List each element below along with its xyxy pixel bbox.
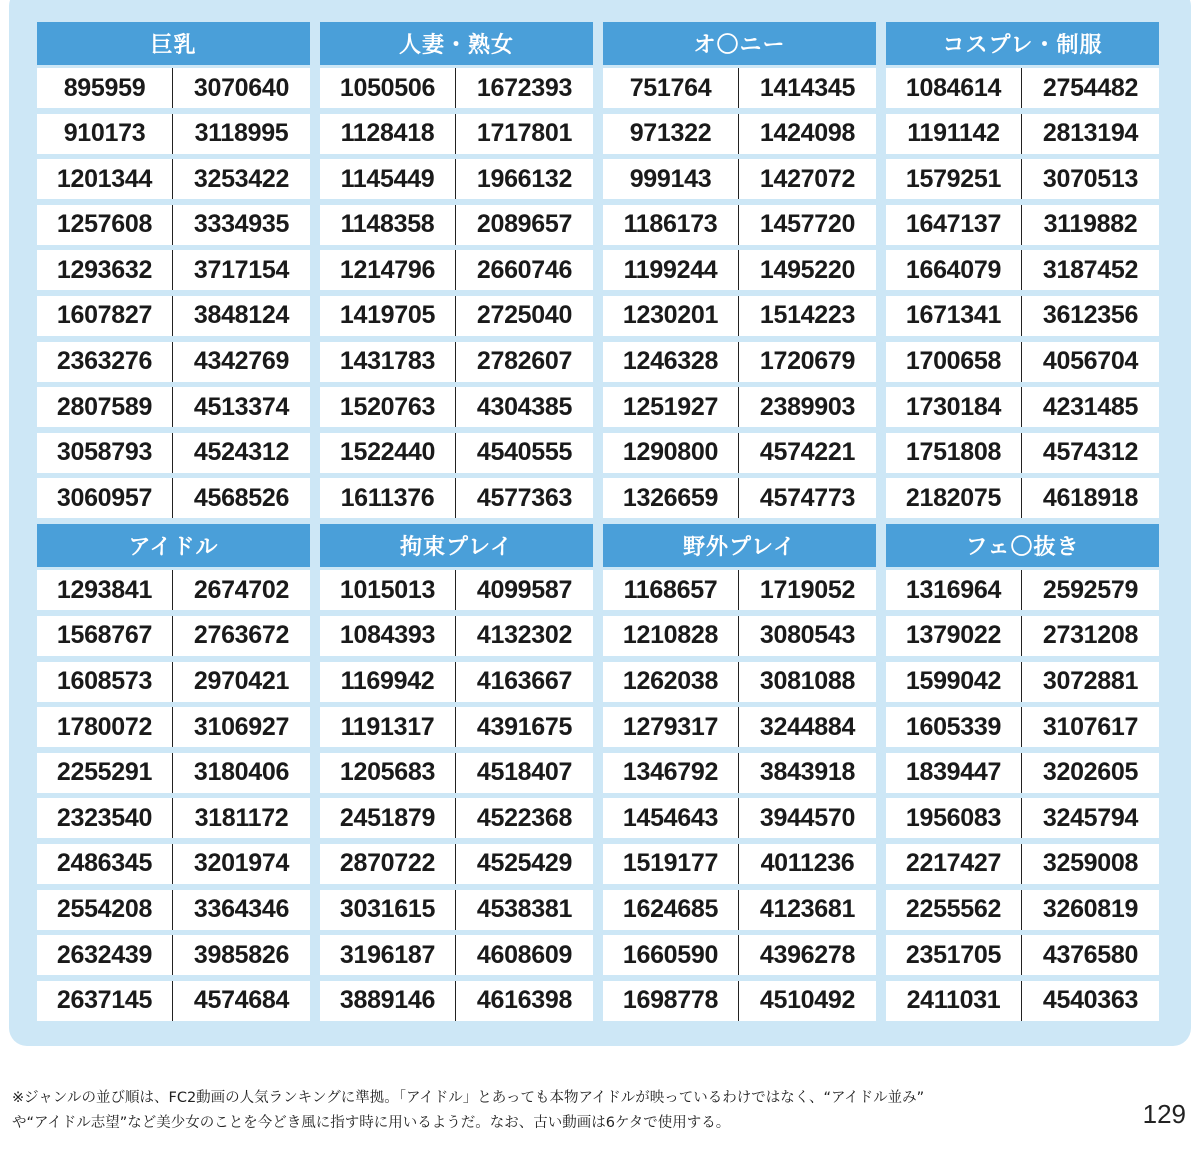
video-id-cell: 2970421	[193, 667, 290, 696]
video-id-cell: 1128418	[320, 114, 456, 154]
video-id-cell: 3717154	[193, 255, 290, 284]
table-row	[37, 342, 310, 382]
video-id-cell: 1214796	[320, 250, 456, 290]
video-id-cell: 4524312	[193, 438, 290, 467]
video-id-cell: 1201344	[37, 159, 173, 199]
video-id-cell: 1205683	[320, 753, 456, 793]
video-id-cell: 1520763	[320, 387, 456, 427]
video-id-cell: 1839447	[886, 753, 1022, 793]
video-id-cell: 1379022	[886, 616, 1022, 656]
genre-block	[886, 524, 1159, 1026]
table-row	[603, 890, 876, 930]
video-id-cell: 4538381	[476, 895, 573, 923]
genre-header: 人妻・熟女	[320, 22, 593, 65]
id-list	[320, 65, 593, 518]
video-id-cell: 3107617	[1042, 712, 1139, 741]
table-row	[37, 844, 310, 884]
video-id-cell: 1672393	[476, 73, 573, 102]
table-row	[603, 844, 876, 884]
video-id-cell: 1186173	[603, 205, 739, 245]
video-id-cell: 1427072	[759, 164, 856, 193]
video-id-cell: 1720679	[759, 347, 856, 376]
footnote-line-2: や“アイドル志望”など美少女のことを今どき風に指す時に用いるようだ。なお、古い動画は6ケタで使用する。	[12, 1115, 731, 1131]
video-id-cell: 971322	[603, 114, 739, 154]
table-row	[886, 250, 1159, 290]
video-id-cell: 4304385	[476, 392, 573, 421]
video-id-cell: 3612356	[1042, 301, 1139, 330]
video-id-cell: 2451879	[320, 798, 456, 838]
table-row	[886, 616, 1159, 656]
video-id-cell: 3031615	[320, 890, 456, 930]
table-row	[320, 662, 593, 702]
genre-block	[37, 22, 310, 518]
genre-header: 野外プレイ	[603, 524, 876, 567]
video-id-cell: 2754482	[1042, 73, 1139, 102]
table-row	[603, 159, 876, 199]
video-id-cell: 4510492	[759, 986, 856, 1015]
genre-header: フェ〇抜き	[886, 524, 1159, 567]
video-id-cell: 4011236	[760, 849, 855, 878]
table-row	[886, 205, 1159, 245]
video-id-cell: 1605339	[886, 707, 1022, 747]
video-id-cell: 2217427	[886, 844, 1022, 884]
id-list	[603, 567, 876, 1020]
video-id-cell: 1607827	[37, 296, 173, 336]
video-id-cell: 2674702	[193, 575, 290, 604]
page-number: 129	[1142, 1099, 1186, 1129]
table-row	[603, 250, 876, 290]
table-row	[603, 114, 876, 154]
video-id-cell: 1956083	[886, 798, 1022, 838]
video-id-cell: 1457720	[759, 210, 856, 239]
table-row	[37, 570, 310, 610]
table-row	[37, 616, 310, 656]
video-id-cell: 4525429	[476, 849, 573, 878]
video-id-cell: 2411031	[886, 981, 1022, 1021]
video-id-cell: 3180406	[193, 758, 290, 787]
video-id-cell: 1148358	[320, 205, 456, 245]
genre-table-grid	[37, 22, 1159, 1026]
footnote-line-1: ※ジャンルの並び順は、FC2動画の人気ランキングに準拠。「アイドル」とあっても本物アイドルが映っているわけではなく、“アイドル並み”	[12, 1090, 925, 1106]
table-row	[320, 753, 593, 793]
video-id-cell: 2351705	[886, 935, 1022, 975]
video-id-cell: 2389903	[759, 392, 856, 421]
table-row	[320, 844, 593, 884]
video-id-cell: 4608609	[476, 940, 573, 969]
table-row	[886, 296, 1159, 336]
video-id-cell: 2554208	[37, 890, 173, 930]
video-id-cell: 1730184	[886, 387, 1022, 427]
table-row	[320, 707, 593, 747]
genre-block	[603, 22, 876, 518]
video-id-cell: 1293632	[37, 250, 173, 290]
table-row	[37, 387, 310, 427]
table-row	[603, 616, 876, 656]
video-id-cell: 1519177	[603, 844, 739, 884]
video-id-cell: 1611376	[320, 478, 456, 518]
video-id-cell: 1751808	[886, 433, 1022, 473]
table-row	[320, 296, 593, 336]
table-row	[37, 935, 310, 975]
table-row	[320, 387, 593, 427]
video-id-cell: 4391675	[476, 712, 573, 741]
table-row	[320, 616, 593, 656]
table-row	[603, 68, 876, 108]
table-row	[603, 981, 876, 1021]
genre-header: コスプレ・制服	[886, 22, 1159, 65]
table-row	[603, 342, 876, 382]
video-id-cell: 1346792	[603, 753, 739, 793]
video-id-cell: 1568767	[37, 616, 173, 656]
video-id-cell: 1780072	[37, 707, 173, 747]
video-id-cell: 1257608	[37, 205, 173, 245]
video-id-cell: 2632439	[37, 935, 173, 975]
video-id-cell: 3118995	[194, 119, 289, 148]
table-row	[320, 159, 593, 199]
table-row	[320, 250, 593, 290]
video-id-cell: 1579251	[886, 159, 1022, 199]
genre-block	[37, 524, 310, 1026]
video-id-cell: 1168657	[603, 570, 739, 610]
video-id-cell: 2089657	[476, 210, 573, 239]
video-id-cell: 1050506	[320, 68, 456, 108]
video-id-cell: 2363276	[37, 342, 173, 382]
video-id-cell: 2725040	[476, 301, 573, 330]
video-id-cell: 2486345	[37, 844, 173, 884]
table-row	[37, 205, 310, 245]
id-list	[37, 65, 310, 518]
video-id-cell: 4540555	[476, 438, 573, 467]
video-id-cell: 1316964	[886, 570, 1022, 610]
video-id-cell: 3259008	[1042, 849, 1139, 878]
video-id-cell: 1084614	[886, 68, 1022, 108]
video-id-cell: 3889146	[320, 981, 456, 1021]
video-id-cell: 4396278	[759, 940, 856, 969]
table-row	[320, 342, 593, 382]
table-row	[37, 662, 310, 702]
video-id-cell: 1660590	[603, 935, 739, 975]
video-id-cell: 1290800	[603, 433, 739, 473]
table-row	[320, 478, 593, 518]
table-row	[603, 753, 876, 793]
video-id-cell: 3245794	[1042, 803, 1139, 832]
table-row	[886, 68, 1159, 108]
table-row	[320, 981, 593, 1021]
video-id-cell: 3060957	[37, 478, 173, 518]
video-id-cell: 2182075	[886, 478, 1022, 518]
genre-header: オ〇ニー	[603, 22, 876, 65]
video-id-cell: 4574684	[193, 986, 290, 1015]
table-row	[37, 478, 310, 518]
table-row	[37, 114, 310, 154]
video-id-cell: 3081088	[759, 667, 856, 696]
video-id-cell: 999143	[603, 159, 739, 199]
video-id-cell: 1424098	[759, 119, 856, 148]
video-id-cell: 1326659	[603, 478, 739, 518]
table-row	[886, 662, 1159, 702]
video-id-cell: 4132302	[476, 621, 573, 650]
table-row	[320, 798, 593, 838]
video-id-cell: 3944570	[759, 803, 856, 832]
table-row	[886, 753, 1159, 793]
video-id-cell: 3202605	[1042, 758, 1139, 787]
video-id-cell: 3848124	[193, 301, 290, 330]
video-id-cell: 3072881	[1042, 667, 1139, 696]
video-id-cell: 1431783	[320, 342, 456, 382]
video-id-cell: 1279317	[603, 707, 739, 747]
video-id-cell: 3119882	[1043, 210, 1138, 239]
video-id-cell: 2660746	[476, 255, 573, 284]
video-id-cell: 1084393	[320, 616, 456, 656]
table-row	[603, 205, 876, 245]
table-row	[603, 935, 876, 975]
table-row	[886, 433, 1159, 473]
video-id-cell: 1647137	[886, 205, 1022, 245]
video-id-cell: 4231485	[1042, 392, 1139, 421]
video-id-cell: 1251927	[603, 387, 739, 427]
genre-block	[320, 524, 593, 1026]
table-row	[320, 570, 593, 610]
table-row	[320, 935, 593, 975]
video-id-cell: 751764	[603, 68, 739, 108]
video-id-cell: 1262038	[603, 662, 739, 702]
table-row	[37, 798, 310, 838]
video-id-cell: 4518407	[476, 758, 573, 787]
video-id-cell: 4618918	[1042, 483, 1139, 512]
video-id-cell: 4163667	[476, 667, 573, 696]
video-id-cell: 895959	[37, 68, 173, 108]
table-row	[320, 114, 593, 154]
video-id-cell: 3334935	[193, 210, 290, 239]
table-row	[603, 387, 876, 427]
video-id-cell: 1230201	[603, 296, 739, 336]
table-row	[886, 707, 1159, 747]
video-id-cell: 1246328	[603, 342, 739, 382]
video-id-cell: 2255562	[886, 890, 1022, 930]
table-row	[603, 433, 876, 473]
video-id-cell: 3253422	[193, 164, 290, 193]
genre-header: アイドル	[37, 524, 310, 567]
video-id-cell: 1522440	[320, 433, 456, 473]
table-row	[886, 387, 1159, 427]
video-id-cell: 3106927	[193, 712, 290, 741]
video-id-cell: 3070640	[193, 73, 290, 102]
table-row	[320, 205, 593, 245]
table-row	[37, 707, 310, 747]
video-id-cell: 4577363	[476, 483, 573, 512]
table-row	[37, 159, 310, 199]
table-row	[886, 570, 1159, 610]
table-row	[886, 798, 1159, 838]
table-row	[320, 433, 593, 473]
table-row	[603, 570, 876, 610]
video-id-cell: 1966132	[476, 164, 573, 193]
table-row	[886, 478, 1159, 518]
video-id-cell: 1015013	[320, 570, 456, 610]
video-id-cell: 3196187	[320, 935, 456, 975]
video-id-cell: 4513374	[193, 392, 290, 421]
video-id-cell: 4099587	[476, 575, 573, 604]
video-id-cell: 2592579	[1042, 575, 1139, 604]
id-list	[37, 567, 310, 1020]
table-row	[886, 844, 1159, 884]
table-row	[603, 707, 876, 747]
id-list	[886, 567, 1159, 1020]
video-id-cell: 3260819	[1042, 895, 1139, 923]
video-id-cell: 910173	[37, 114, 173, 154]
video-id-cell: 3058793	[37, 433, 173, 473]
id-list	[320, 567, 593, 1020]
video-id-cell: 1145449	[320, 159, 456, 199]
table-row	[886, 114, 1159, 154]
video-id-cell: 1191142	[886, 114, 1022, 154]
table-row	[37, 250, 310, 290]
video-id-cell: 2782607	[476, 347, 573, 376]
table-row	[603, 296, 876, 336]
id-list	[603, 65, 876, 518]
video-id-cell: 4568526	[193, 483, 290, 512]
table-row	[886, 342, 1159, 382]
table-row	[37, 296, 310, 336]
video-id-cell: 3187452	[1042, 255, 1139, 284]
video-id-cell: 1700658	[886, 342, 1022, 382]
video-id-cell: 1608573	[37, 662, 173, 702]
genre-block	[886, 22, 1159, 518]
video-id-cell: 1293841	[37, 570, 173, 610]
video-id-cell: 2637145	[37, 981, 173, 1021]
video-id-cell: 3201974	[193, 849, 290, 878]
table-row	[320, 68, 593, 108]
video-id-cell: 3080543	[759, 621, 856, 650]
video-id-cell: 4574221	[759, 438, 856, 467]
table-row	[886, 159, 1159, 199]
table-row	[603, 798, 876, 838]
table-row	[886, 890, 1159, 930]
video-id-cell: 1624685	[603, 890, 739, 930]
table-row	[603, 478, 876, 518]
video-id-cell: 3364346	[193, 895, 290, 923]
video-id-cell: 1671341	[886, 296, 1022, 336]
video-id-cell: 1210828	[603, 616, 739, 656]
genre-header: 拘束プレイ	[320, 524, 593, 567]
video-id-cell: 1599042	[886, 662, 1022, 702]
video-id-cell: 4376580	[1042, 940, 1139, 969]
video-id-cell: 4342769	[193, 347, 290, 376]
video-id-cell: 1199244	[603, 250, 739, 290]
video-id-cell: 4522368	[476, 803, 573, 832]
genre-block	[603, 524, 876, 1026]
video-id-cell: 1169942	[320, 662, 456, 702]
video-id-cell: 1698778	[603, 981, 739, 1021]
video-id-cell: 1717801	[476, 119, 573, 148]
video-id-cell: 3070513	[1042, 164, 1139, 193]
video-id-cell: 1719052	[759, 575, 856, 604]
video-id-cell: 2763672	[193, 621, 290, 650]
video-id-cell: 2813194	[1042, 119, 1139, 148]
video-id-cell: 3244884	[759, 712, 856, 741]
video-id-cell: 2731208	[1042, 621, 1139, 650]
table-row	[37, 753, 310, 793]
video-id-cell: 3985826	[193, 940, 290, 969]
table-row	[886, 981, 1159, 1021]
video-id-cell: 1495220	[759, 255, 856, 284]
table-row	[37, 433, 310, 473]
table-row	[37, 981, 310, 1021]
video-id-cell: 3843918	[759, 758, 856, 787]
video-id-cell: 1191317	[320, 707, 456, 747]
video-id-cell: 1419705	[320, 296, 456, 336]
video-id-cell: 4056704	[1042, 347, 1139, 376]
table-row	[320, 890, 593, 930]
video-id-cell: 1514223	[759, 301, 856, 330]
video-id-cell: 3181172	[194, 803, 289, 832]
genre-block	[320, 22, 593, 518]
table-row	[603, 662, 876, 702]
footnote	[12, 1086, 1132, 1136]
video-id-cell: 1664079	[886, 250, 1022, 290]
table-row	[886, 935, 1159, 975]
video-id-cell: 4616398	[476, 986, 573, 1015]
video-id-cell: 4123681	[759, 895, 856, 923]
video-id-cell: 2870722	[320, 844, 456, 884]
video-id-cell: 4574312	[1042, 438, 1139, 467]
video-id-cell: 4574773	[759, 483, 856, 512]
video-id-cell: 1454643	[603, 798, 739, 838]
video-id-cell: 2255291	[37, 753, 173, 793]
table-row	[37, 890, 310, 930]
video-id-cell: 2807589	[37, 387, 173, 427]
table-row	[37, 68, 310, 108]
genre-header: 巨乳	[37, 22, 310, 65]
video-id-cell: 4540363	[1042, 986, 1139, 1015]
video-id-cell: 2323540	[37, 798, 173, 838]
video-id-cell: 1414345	[759, 73, 856, 102]
id-list	[886, 65, 1159, 518]
